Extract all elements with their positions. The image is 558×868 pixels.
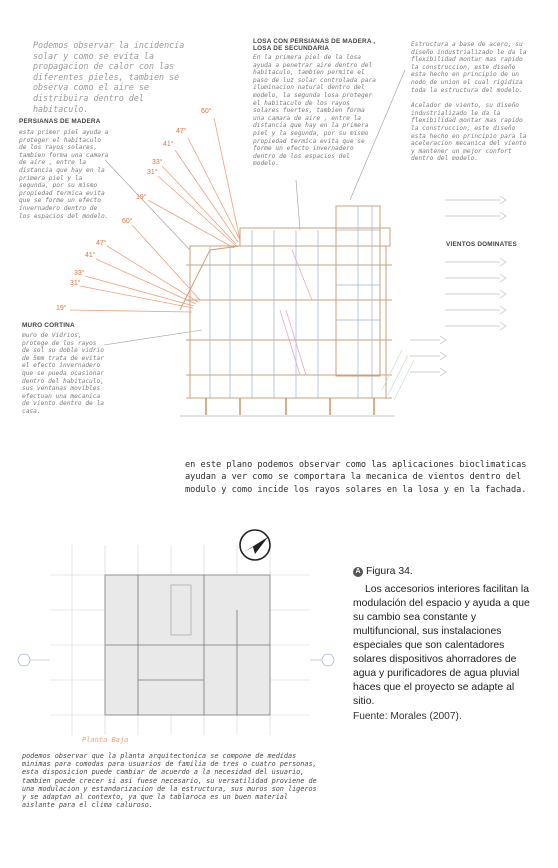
figure-caption xyxy=(353,566,533,722)
plan-label: Planta Baja xyxy=(82,736,129,744)
muro-body: muro de Vidrios, protege de los rayos de sol su doble vidrio de 5mm trata de evitar el efecto invernadero que se pueda ocasionar dentro del habitaculo, sus ventanas movibles efectuan una mecanica de viento dentro de la casa. xyxy=(22,332,104,415)
angle-label: 60° xyxy=(201,108,212,115)
leader-lines xyxy=(104,70,405,345)
persianas-title: PERSIANAS DE MADERA xyxy=(19,118,101,125)
figure-body: Los accesorios interiores facilitan la modulación del espacio y ayuda a que su cambio sea constante y multifuncional, sus instalaciones especiales que son calentadores solares dispositivos ahorradores de agua y purificadores de agua pluvial haces que el proyecto se adapte al sitio. xyxy=(353,584,530,707)
estructura-body: Estructura a base de acero, su diseño industrializado le da la flexibilidad montar mas rapido la construccion, este diseño esta hecho en principio de un nodo de union el cual rigidiza toda la estructura del modelo. xyxy=(411,41,527,94)
acelerador-body: Acelador de viento, su diseño industrializado le da la flexibilidad montar mas rapido la construccion, este diseño esta hecho en principio para la aceleracion mecanica del viento y mantener un mejor confort dentro del modelo. xyxy=(411,102,527,163)
muro-title: MURO CORTINA xyxy=(22,322,75,329)
section-caption: en este plano podemos observar como las aplicaciones bioclimaticas ayudan a ver como se comportara la mecanica de vientos dentro del modulo y como incide los rayos solares en la losa y en la fachada. xyxy=(185,460,527,495)
axis-marker xyxy=(322,654,334,666)
angle-label: 33° xyxy=(152,159,163,166)
angle-label: 31° xyxy=(147,169,158,176)
figure-title: Figura 34. xyxy=(366,566,413,577)
angle-label: 41° xyxy=(85,252,96,259)
losa-title: LOSA CON PERSIANAS DE MADERA , LOSA DE SECUNDARIA xyxy=(253,38,376,52)
floor-plan xyxy=(10,525,340,745)
angle-label: 19° xyxy=(136,194,147,201)
plan-caption: podemos observar que la planta arquitectonica se compone de medidas minimas para comodas para usuarios de familia de tres o cuatro personas, esta disposicion puede cambiar de acuerdo a la necesidad del usuario, tambien puede crecer si asi fuese necesario, su versatilidad proviene de una modulacion y estandarizacion de la estructura, sus muros son ligeros y se adaptan al contexto, ya que la tablaroca es un buen material aislante para el clima caluroso. xyxy=(22,752,317,810)
solar-rays-lower xyxy=(70,225,200,312)
vientos-label: VIENTOS DOMINATES xyxy=(446,241,517,248)
glass-grid xyxy=(210,206,380,398)
axis-marker xyxy=(18,654,30,666)
angle-label: 47° xyxy=(96,240,107,247)
figure-badge: A xyxy=(353,567,363,577)
losa-body: En la primera piel de la losa ayuda a penetrar aire dentro del habitaculo, tambien permite el paso de luz solar controlada para iluminacion natural dentro del modelo, la segunda losa proteger el habitaculo de los rayos solares fuertes, tambien forma una camara de aire , entre la distancia que hay en la primera piel y la segunda, por su mismo propiedad termica evita que se forme un efecto invernadero dentro de los espacios del modelo. xyxy=(253,54,376,168)
angle-label: 19° xyxy=(56,305,67,312)
angle-label: 41° xyxy=(163,141,174,148)
angle-label: 31° xyxy=(70,280,81,287)
north-arrow-icon xyxy=(238,528,272,562)
intro-note: Podemos observar la incidencia solar y como se evita la propagacion de calor con las diferentes pieles, tambien se observa como el aire se distribuira dentro del habitaculo. xyxy=(33,40,185,114)
angle-label: 33° xyxy=(74,270,85,277)
figure-source: Fuente: Morales (2007). xyxy=(353,711,462,722)
solar-rays-upper xyxy=(148,118,240,248)
foundation-posts xyxy=(206,398,374,415)
building-structure xyxy=(180,206,392,398)
figure-title-row xyxy=(353,566,533,577)
wind-arrows xyxy=(410,196,506,376)
angle-label: 60° xyxy=(122,218,133,225)
angle-label: 47° xyxy=(176,128,187,135)
persianas-body: esta primer piel ayuda a proteger el habitaculo de los rayos solares, tambien forma una camara de aire , entre la distancia que hay en la primera piel y la segunda, por su mismo propiedad termica evita que se forme un efecto invernadero dentro de los espacios del modelo. xyxy=(19,129,109,220)
